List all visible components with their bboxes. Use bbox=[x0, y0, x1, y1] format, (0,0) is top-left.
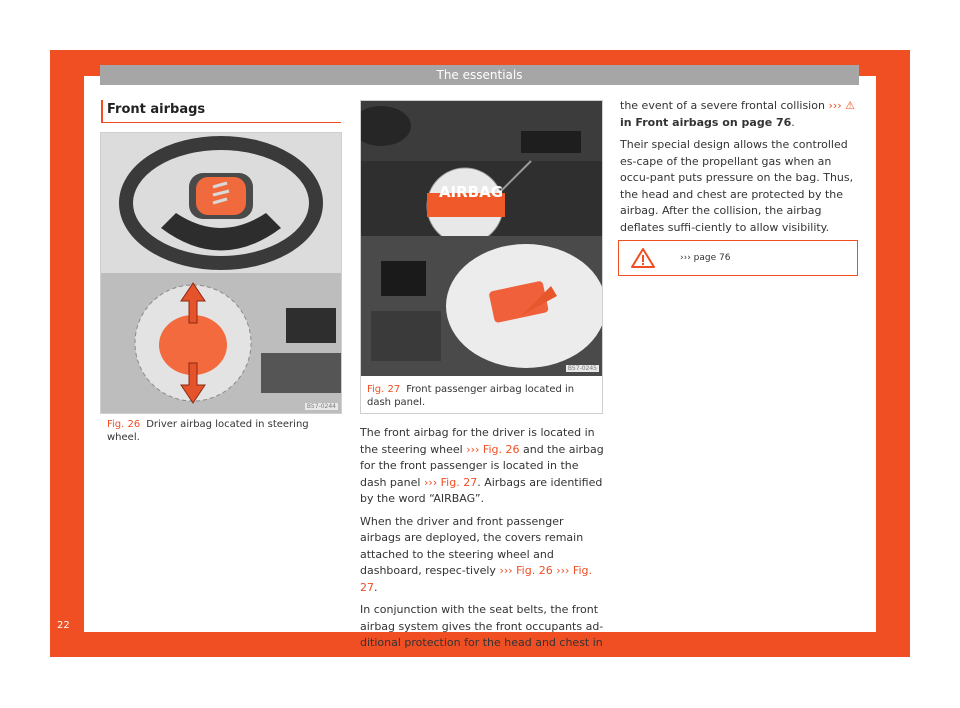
paragraph: the event of a severe frontal collision ››› ⚠ in Front airbags on page 76. bbox=[620, 99, 856, 129]
page-number: 22 bbox=[57, 620, 70, 631]
figure-26-caption bbox=[107, 418, 332, 444]
section-divider bbox=[101, 122, 341, 123]
figure-code: B57-0245 bbox=[567, 365, 597, 372]
figure-code: B57-0244 bbox=[306, 403, 336, 410]
fig-27-link[interactable]: Fig. 27 bbox=[440, 475, 478, 489]
fig-26-link[interactable]: Fig. 26 bbox=[516, 564, 553, 577]
figure-26 bbox=[100, 132, 342, 414]
paragraph: In conjunction with the seat belts, the front airbag system gives the front occupants ad-ditional protection for the head and chest in bbox=[360, 603, 604, 649]
chapter-header: The essentials bbox=[100, 65, 859, 85]
passenger-airbag-illustration bbox=[361, 101, 602, 376]
middle-column-text bbox=[360, 425, 604, 658]
fig-26-link[interactable]: Fig. 26 bbox=[482, 442, 520, 456]
figure-label: Fig. 27 bbox=[367, 384, 401, 395]
fig-27-link[interactable]: Fig. 27 bbox=[360, 564, 592, 594]
caption-text: Driver airbag located in steering wheel. bbox=[107, 419, 309, 443]
figure-27-caption bbox=[367, 383, 597, 409]
paragraph: Their special design allows the controlled es-cape of the propellant gas when an occu-pant puts pressure on the bag. Thus, the head and chest are protected by the airbag. After the collision, the airbag deflates suffi-ciently to allow visibility. bbox=[620, 138, 854, 234]
warning-icon bbox=[630, 247, 656, 269]
driver-airbag-illustration bbox=[101, 133, 341, 413]
paragraph: When the driver and front passenger airbags are deployed, the covers remain attached to the steering wheel and dashboard, respec-tively ››› Fig. 26 ››› Fig. 27. bbox=[360, 514, 592, 594]
paragraph: The front airbag for the driver is located in the steering wheel ››› Fig. 26 and the airbag for the front passenger is located in the dash panel ››› Fig. 27. Airbags are identified by the word “AIRBAG”. bbox=[360, 426, 604, 505]
figure-label: Fig. 26 bbox=[107, 419, 141, 430]
airbag-section-link[interactable]: in Front airbags on page 76 bbox=[620, 115, 792, 129]
warning-icon: ⚠ bbox=[845, 99, 856, 112]
figure-27 bbox=[360, 100, 603, 414]
airbag-label: AIRBAG bbox=[438, 183, 504, 201]
caption-text: Front passenger airbag located in dash panel. bbox=[367, 384, 575, 408]
warning-page-link[interactable]: ››› page 76 bbox=[680, 253, 731, 263]
section-title: Front airbags bbox=[107, 102, 206, 117]
right-column-text bbox=[620, 98, 860, 242]
title-marker bbox=[101, 100, 103, 122]
